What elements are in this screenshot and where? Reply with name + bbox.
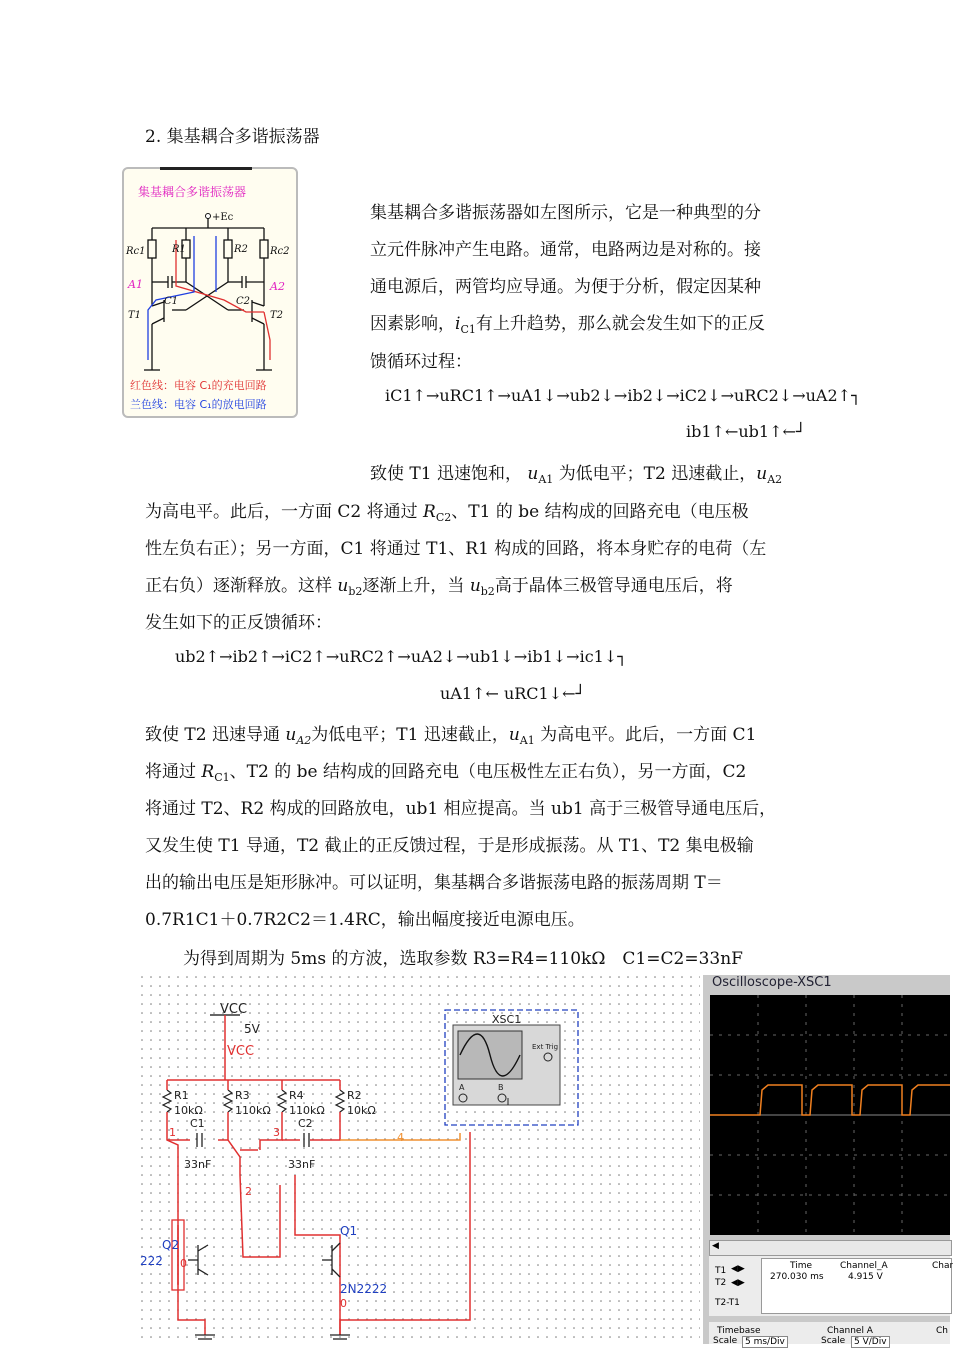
a1-label: A1 <box>128 278 143 291</box>
c2-value: 33nF <box>288 1158 316 1171</box>
r2-name: R2 <box>347 1089 362 1102</box>
t2t1-label: T2-T1 <box>715 1298 740 1308</box>
r4-name: R4 <box>289 1089 304 1102</box>
para3-line6: 0.7R1C1＋0.7R2C2＝1.4RC，输出幅度接近电源电压。 <box>145 910 585 930</box>
oscilloscope-trace <box>710 1085 950 1115</box>
t2-label: T2 <box>270 310 284 321</box>
c2-name: C2 <box>298 1117 313 1130</box>
r3-name: R3 <box>235 1089 250 1102</box>
t2-label: T2 <box>715 1278 727 1288</box>
vcc-net: VCC <box>227 1044 255 1059</box>
para2-line2: 为高电平。此后，一方面 C2 将通过 $R_{C2}$、T1 的 be 结构成的回路充电（电压极 <box>145 502 749 524</box>
c1-label: C1 <box>164 296 179 307</box>
para3-line5: 出的输出电压是矩形脉冲。可以证明，集基耦合多谐振荡电路的振荡周期 T＝ <box>145 873 723 893</box>
scope-readout-panel <box>709 1256 953 1316</box>
ext-trig-label: Ext Trig <box>532 1043 559 1051</box>
para2-line1: 致使 T1 迅速饱和， $u_{A1}$ 为低电平；T2 迅速截止，$u_{A2}$ <box>370 464 783 486</box>
r3-value: 110kΩ <box>235 1104 271 1117</box>
q2-model: 222 <box>140 1254 163 1268</box>
para2-line5: 发生如下的正反馈循环： <box>145 613 332 633</box>
timebase-scale-field[interactable]: 5 ms/Div <box>742 1336 788 1348</box>
q2-name: Q2 <box>162 1238 180 1252</box>
para3-line2: 将通过 $R_{C1}$、T2 的 be 结构成的回路充电（电压极性左正右负），另一方面，C2 <box>145 762 747 784</box>
net-4: 4 <box>397 1131 404 1144</box>
c1-name: C1 <box>190 1117 205 1130</box>
vcc-label: VCC <box>220 1002 248 1017</box>
net-2: 2 <box>245 1185 252 1198</box>
t1-arrows[interactable]: ◀▶ <box>731 1264 745 1274</box>
para2-line3: 性左负右正）；另一方面，C1 将通过 T1、R1 构成的回路，将本身贮存的电荷（左 <box>145 539 767 559</box>
figure-legend-blue: 兰色线：电容 C₁的放电回路 <box>130 398 267 411</box>
figure-legend-red: 红色线：电容 C₁的充电回路 <box>130 379 267 392</box>
para3-line4: 又发生使 T1 导通，T2 截止的正反馈过程，于是形成振荡。从 T1、T2 集电极输 <box>145 836 754 856</box>
q1-name: Q1 <box>340 1224 358 1238</box>
para3-line1: 致使 T2 迅速导通 $u_{A2}$为低电平；T1 迅速截止，$u_{A1}$ 为高电平。此后，一方面 C1 <box>145 725 757 747</box>
channel-a-scale-field[interactable]: 5 V/Div <box>851 1336 890 1348</box>
r2-label: R2 <box>234 244 248 255</box>
scope-settings-panel <box>709 1322 950 1347</box>
multisim-circuit <box>140 975 700 1344</box>
feedback-chain-1a: iC1↑→uRC1↑→uA1↓→ub2↓→ib2↓→iC2↓→uRC2↓→uA2↑┐ <box>385 386 861 405</box>
r2-value: 10kΩ <box>347 1104 376 1117</box>
scope-b-label: B <box>498 1083 504 1092</box>
t2-arrows[interactable]: ◀▶ <box>731 1278 745 1288</box>
para1-line1: 集基耦合多谐振荡器如左图所示，它是一种典型的分 <box>370 203 761 223</box>
channel-a-header: Channel_A <box>840 1261 888 1271</box>
para1-line5: 馈循环过程： <box>370 352 472 372</box>
oscilloscope-screen <box>710 995 950 1235</box>
scope-scrollbar[interactable] <box>709 1240 952 1256</box>
xsc1-label: XSC1 <box>492 1013 522 1026</box>
c2-label: C2 <box>236 296 251 307</box>
net-1: 1 <box>169 1126 176 1139</box>
channel-a-settings-label: Channel A <box>827 1326 873 1336</box>
vcc-volt: 5V <box>244 1022 260 1036</box>
rc1-label: Rc1 <box>126 246 146 257</box>
channel-a-scale-label: Scale <box>821 1336 846 1346</box>
channel-a-value: 4.915 V <box>848 1272 883 1282</box>
oscilloscope-title: Oscilloscope-XSC1 <box>712 975 832 990</box>
q1-model: 2N2222 <box>340 1282 388 1296</box>
para1-line4: 因素影响，$i_{C1}$有上升趋势，那么就会发生如下的正反 <box>370 314 765 336</box>
net-0b: 0 <box>340 1297 347 1310</box>
net-3: 3 <box>273 1126 280 1139</box>
timebase-scale-label: Scale <box>713 1336 738 1346</box>
feedback-chain-1b: ib1↑←ub1↑←┘ <box>686 422 806 441</box>
ec-label: +Ec <box>212 212 234 223</box>
t1-label: T1 <box>715 1266 727 1276</box>
para1-line3: 通电源后，两管均应导通。为便于分析，假定因某种 <box>370 277 761 297</box>
para2-line4: 正右负）逐渐释放。这样 $u_{b2}$逐渐上升，当 $u_{b2}$高于晶体三极管导通电压后，将 <box>145 576 733 598</box>
timebase-label: Timebase <box>717 1326 761 1336</box>
time-value: 270.030 ms <box>770 1272 824 1282</box>
a2-label: A2 <box>270 280 285 293</box>
oscilloscope-grid <box>710 995 950 1235</box>
r1-name: R1 <box>174 1089 189 1102</box>
para1-line2: 立元件脉冲产生电路。通常，电路两边是对称的。接 <box>370 240 761 260</box>
net-0a: 0 <box>180 1257 187 1270</box>
figure-title: 集基耦合多谐振荡器 <box>138 185 247 199</box>
section-heading: 2. 集基耦合多谐振荡器 <box>145 127 320 147</box>
r1-value: 10kΩ <box>174 1104 203 1117</box>
r4-value: 110kΩ <box>289 1104 325 1117</box>
r1-label: R1 <box>172 244 186 255</box>
feedback-chain-2a: ub2↑→ib2↑→iC2↑→uRC2↑→uA2↓→ub1↓→ib1↓→ic1↓┐ <box>175 647 627 666</box>
scope-a-label: A <box>459 1083 465 1092</box>
rc2-label: Rc2 <box>270 246 290 257</box>
channel-b-header: Char <box>932 1261 953 1271</box>
t1-label: T1 <box>128 310 142 321</box>
figure-top-bar <box>160 167 252 170</box>
readout-table <box>761 1258 952 1314</box>
time-header: Time <box>790 1261 813 1271</box>
para3-line3: 将通过 T2、R2 构成的回路放电，ub1 相应提高。当 ub1 高于三极管导通电压后， <box>145 799 777 819</box>
para4: 为得到周期为 5ms 的方波，选取参数 R3=R4=110kΩ C1=C2=33nF <box>183 949 743 969</box>
c1-value: 33nF <box>184 1158 212 1171</box>
figure-schematic <box>124 200 296 375</box>
feedback-chain-2b: uA1↑← uRC1↓←┘ <box>440 684 586 703</box>
channel-b-settings-label: Ch <box>936 1326 948 1336</box>
scroll-left-icon[interactable]: ◀ <box>712 1241 719 1251</box>
